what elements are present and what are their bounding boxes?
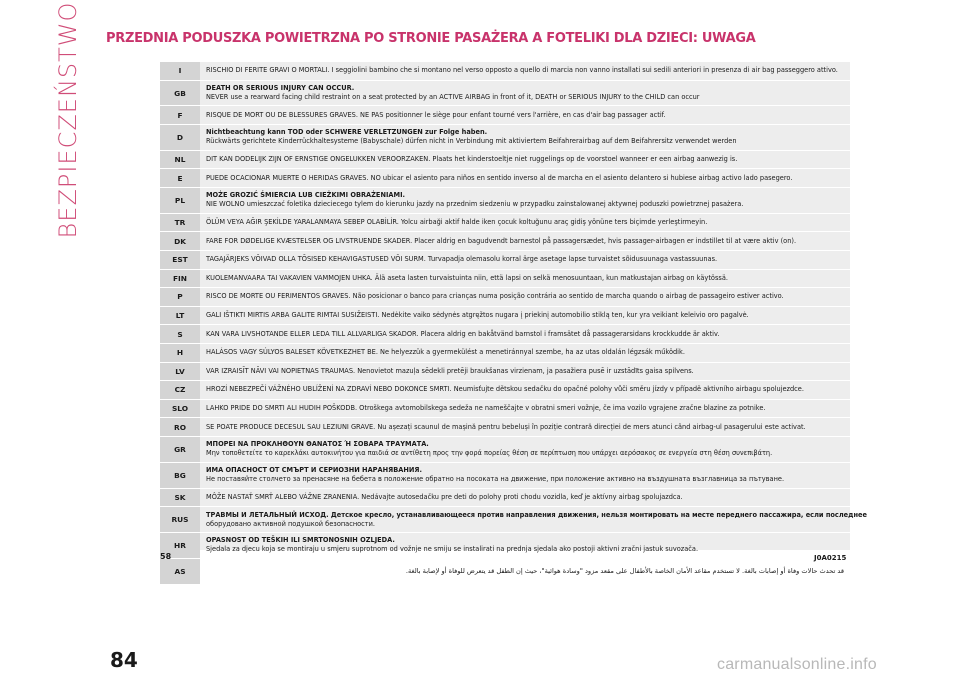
warning-row xyxy=(160,188,850,214)
warning-row xyxy=(160,363,850,382)
warning-line: ÖLÜM VEYA AĞIR ŞEKİLDE YARALANMAYA SEBEP OLABİLİR. Yolcu airbaği aktif halde iken çocuk koltuğunu araç gidiş yönüne ters biçimde yerleştirmeyin. xyxy=(206,218,708,227)
language-code: PL xyxy=(160,188,200,213)
warning-line: Μην τοποθετείτε το καρεκλάκι αυτοκινήτου για παιδιά σε αντίθετη προς την φορά πορείας θέση σε περίπτωση που υπάρχει αερόσακος σε ενεργεία στη θέση συνεπιβάτη. xyxy=(206,449,773,458)
language-code: FIN xyxy=(160,270,200,288)
warning-line: KAN VARA LIVSHOTANDE ELLER LEDA TILL ALLVARLIGA SKADOR. Placera aldrig en bakåtvänd barnstol i framsätet då passagerarsidans krockkudde är aktiv. xyxy=(206,329,720,338)
language-code: SLO xyxy=(160,400,200,418)
language-code: LV xyxy=(160,363,200,381)
page-number: 84 xyxy=(110,648,138,672)
warning-text xyxy=(200,125,850,150)
warning-line: оборудовано активной подушкой безопасности. xyxy=(206,519,376,528)
warning-row xyxy=(160,437,850,463)
warning-line: RISCO DE MORTE OU FERIMENTOS GRAVES. Não posicionar o banco para crianças numa posição contrária ao sentido de marcha quando o airbag de passageiro estiver activo. xyxy=(206,292,784,301)
warning-line: SE POATE PRODUCE DECESUL SAU LEZIUNI GRAVE. Nu așezați scaunul de mașină pentru bebeluși în poziție contrară direcției de mers atunci când airbag-ul pasagerului este activat. xyxy=(206,422,806,431)
warning-line: MÔŽE NASTAŤ SMRŤ ALEBO VÁŽNE ZRANENIA. Nedávajte autosedačku pre deti do polohy proti chodu vozidla, keď je aktívny airbag spolujazdca. xyxy=(206,492,683,501)
warning-row xyxy=(160,418,850,437)
warning-row xyxy=(160,325,850,344)
language-code: DK xyxy=(160,232,200,250)
warning-text xyxy=(200,325,850,343)
warning-line: KUOLEMANVAARA TAI VAKAVIEN VAMMOJEN UHKA. Älä aseta lasten turvaistuinta niin, että lapsi on selkä menosuuntaan, kun matkustajan airbag on käytössä. xyxy=(206,273,728,282)
warning-text xyxy=(200,507,873,532)
warning-line: ΜΠΟΡΕΙ ΝΑ ΠΡΟΚΛΗΘΟΥΝ ΘΑΝΑΤΟΣ Ή ΣΟΒΑΡΑ ΤΡΑΥΜΑΤΑ. xyxy=(206,440,429,449)
language-code: P xyxy=(160,288,200,306)
warning-line: GALI IŠTIKTI MIRTIS ARBA GALITE RIMTAI SUSIŽEISTI. Nedėkite vaiko sėdynės atgręžtos nugara į priekinį automobilio stiklą ten, kur yra veikiant keleivio oro pagalvė. xyxy=(206,311,749,320)
warning-text xyxy=(200,344,850,362)
warning-text xyxy=(200,62,850,80)
warning-text xyxy=(200,418,850,436)
warning-line: OPASNOST OD TEŠKIH ILI SMRTONOSNIH OZLJEDA. xyxy=(206,536,395,545)
language-code: CZ xyxy=(160,381,200,399)
warning-text xyxy=(200,251,850,269)
warning-line: Nichtbeachtung kann TOD oder SCHWERE VERLETZUNGEN zur Folge haben. xyxy=(206,128,488,137)
warning-row xyxy=(160,307,850,326)
section-label-text: BEZPIECZEŃSTWO xyxy=(54,1,82,239)
language-code: H xyxy=(160,344,200,362)
warning-line: ИМА ОПАСНОСТ ОТ СМЪРТ И СЕРИОЗНИ НАРАНЯВАНИЯ. xyxy=(206,466,422,475)
warning-line: NEVER use a rearward facing child restraint on a seat protected by an ACTIVE AIRBAG in front of it, DEATH or SERIOUS INJURY to the CHILD can occur xyxy=(206,93,700,101)
warning-line: Rückwärts gerichtete Kinderrückhaltesysteme (Babyschale) dürfen nicht in Verbindung mit aktiviertem Beifahrerairbag auf dem Beifahrersitz verwendet werden xyxy=(206,137,737,146)
warning-text xyxy=(200,381,850,399)
language-code: S xyxy=(160,325,200,343)
page-title: PRZEDNIA PODUSZKA POWIETRZNA PO STRONIE PASAŻERA A FOTELIKI DLA DZIECI: UWAGA xyxy=(106,31,756,46)
warning-text xyxy=(200,81,850,106)
warning-row xyxy=(160,270,850,289)
warning-line: DIT KAN DODELIJK ZIJN OF ERNSTIGE ONGELUKKEN VEROORZAKEN. Plaats het kinderstoeltje niet ruggelings op de voorstoel wanneer er een airbag aanwezig is. xyxy=(206,155,738,164)
language-code: NL xyxy=(160,151,200,169)
warning-row xyxy=(160,106,850,125)
warning-text xyxy=(200,463,850,488)
language-code: F xyxy=(160,106,200,124)
language-code: I xyxy=(160,62,200,80)
warning-row xyxy=(160,251,850,270)
warning-text xyxy=(200,559,850,584)
section-label xyxy=(48,1,88,239)
warning-line: Не поставяйте столчето за пренасяне на бебета в положение обратно на посоката на движение, при положение активно на въздушната възглавница за пътуване. xyxy=(206,475,785,484)
warning-text xyxy=(200,489,850,507)
warning-line: FARE FOR DØDELIGE KVÆSTELSER OG LIVSTRUENDE SKADER. Placer aldrig en bagudvendt barnestol på passagersædet, hvis passager-airbagen er indstillet til at være aktiv (on). xyxy=(206,236,797,245)
language-code: D xyxy=(160,125,200,150)
language-code: BG xyxy=(160,463,200,488)
warning-text xyxy=(200,288,850,306)
warning-line: LAHKO PRIDE DO SMRTI ALI HUDIH POŠKODB. Otroškega avtomobilskega sedeža ne nameščajte v obratni smeri vožnje, če ima vozilo vgrajene zračne blazine za potnike. xyxy=(206,404,766,413)
warning-row xyxy=(160,151,850,170)
warning-row xyxy=(160,559,850,585)
warning-row xyxy=(160,288,850,307)
language-code: LT xyxy=(160,307,200,325)
warning-line: HALÁSOS VAGY SÚLYOS BALESET KÖVETKEZHET BE. Ne helyezzük a gyermekülést a menetiránnyal szembe, ha az utas oldalán légzsák működik. xyxy=(206,348,685,357)
warning-text xyxy=(200,106,850,124)
warning-text xyxy=(200,400,850,418)
warning-line: Sjedala za djecu koja se montiraju u smjeru suprotnom od vožnje ne smiju se instalirati na prednja sjedala ako postoji aktivni zračni jastuk suvozača. xyxy=(206,545,699,554)
warning-row xyxy=(160,125,850,151)
warning-line: RISQUE DE MORT OU DE BLESSURES GRAVES. NE PAS positionner le siège pour enfant tourné vers l'arrière, en cas d'air bag passager actif. xyxy=(206,110,666,119)
language-code: RO xyxy=(160,418,200,436)
warning-row xyxy=(160,533,850,559)
language-code: SK xyxy=(160,489,200,507)
watermark: carmanualsonline.info xyxy=(717,656,877,673)
warning-line: قد تحدث حالات وفاة أو إصابات بالغة. لا تستخدم مقاعد الأمان الخاصة بالأطفال على مقعد مزود "وسادة هوائية"، حيث إن الطفل قد يتعرض للوفاة أو لإصابة بالغة. xyxy=(405,566,844,575)
warning-row xyxy=(160,381,850,400)
warning-text xyxy=(200,188,850,213)
warning-row xyxy=(160,232,850,251)
label-page-number: 58 xyxy=(160,552,172,561)
warning-row xyxy=(160,169,850,188)
warning-text xyxy=(200,214,850,232)
warning-row xyxy=(160,214,850,233)
warning-row xyxy=(160,463,850,489)
warning-row xyxy=(160,81,850,107)
warning-line: MOŻE GROZIĆ ŚMIERCIA LUB CIEŻKIMI OBRAŻENIAMI. xyxy=(206,191,406,200)
language-code: GR xyxy=(160,437,200,462)
warning-text xyxy=(200,363,850,381)
warning-line: ТРАВМЫ И ЛЕТАЛЬНЫЙ ИСХОД. Детское кресло, устанавливающееся против направления движения, нельзя монтировать на месте переднего пассажира, если последнее xyxy=(206,510,867,519)
image-code: J0A0215 xyxy=(814,554,847,562)
language-code: HR xyxy=(160,533,200,558)
warning-row xyxy=(160,344,850,363)
warning-line: DEATH OR SERIOUS INJURY CAN OCCUR. xyxy=(206,84,355,92)
language-code: GB xyxy=(160,81,200,106)
language-code: E xyxy=(160,169,200,187)
warning-text xyxy=(200,270,850,288)
warning-row xyxy=(160,489,850,508)
warning-text xyxy=(200,533,850,558)
language-code: EST xyxy=(160,251,200,269)
warning-text xyxy=(200,169,850,187)
warning-row xyxy=(160,62,850,81)
warning-text xyxy=(200,437,850,462)
warning-line: HROZÍ NEBEZPEČÍ VÁŽNÉHO UBLÍŽENÍ NA ZDRAVÍ NEBO DOKONCE SMRTI. Neumisťujte dětskou sedačku do opačné polohy vůči směru jízdy v případě aktivního airbagu spolujezdce. xyxy=(206,385,804,394)
warning-text xyxy=(200,307,850,325)
language-code: RUS xyxy=(160,507,200,532)
warning-line: RISCHIO DI FERITE GRAVI O MORTALI. I seggiolini bambino che si montano nel verso opposto a quello di marcia non vanno installati sui sedili anteriori in presenza di air bag passeggero attivo. xyxy=(206,66,838,75)
language-code: AS xyxy=(160,559,200,584)
warning-line: VAR IZRAISĪT NĀVI VAI NOPIETNAS TRAUMAS. Nenovietot mazuļa sēdekli pretēji braukšanas virzienam, ja pasažiera pusē ir uzstādīts gaisa spilvens. xyxy=(206,366,694,375)
warning-line: NIE WOLNO umieszczać foletika dzieciecego tylem do kierunku jazdy na przednim siedzeniu w przypadku zainstalowanej aktywnej poduszki powietrznej pasażera. xyxy=(206,200,744,209)
warning-row xyxy=(160,507,867,533)
warning-text xyxy=(200,151,850,169)
warning-line: TAGAJÄRJEKS VÕIVAD OLLA TÕSISED KEHAVIGASTUSED VÕI SURM. Turvapadja olemasolu korral ärge asetage lapse turvaistet sõidusuunaga vastassuunas. xyxy=(206,255,718,264)
warning-line: PUEDE OCACIONAR MUERTE O HERIDAS GRAVES. NO ubicar el asiento para niños en sentido inverso al de marcha en el asiento delantero si hubiese airbag activo lado pasegero. xyxy=(206,173,793,182)
warning-row xyxy=(160,400,850,419)
warning-text xyxy=(200,232,850,250)
language-code: TR xyxy=(160,214,200,232)
